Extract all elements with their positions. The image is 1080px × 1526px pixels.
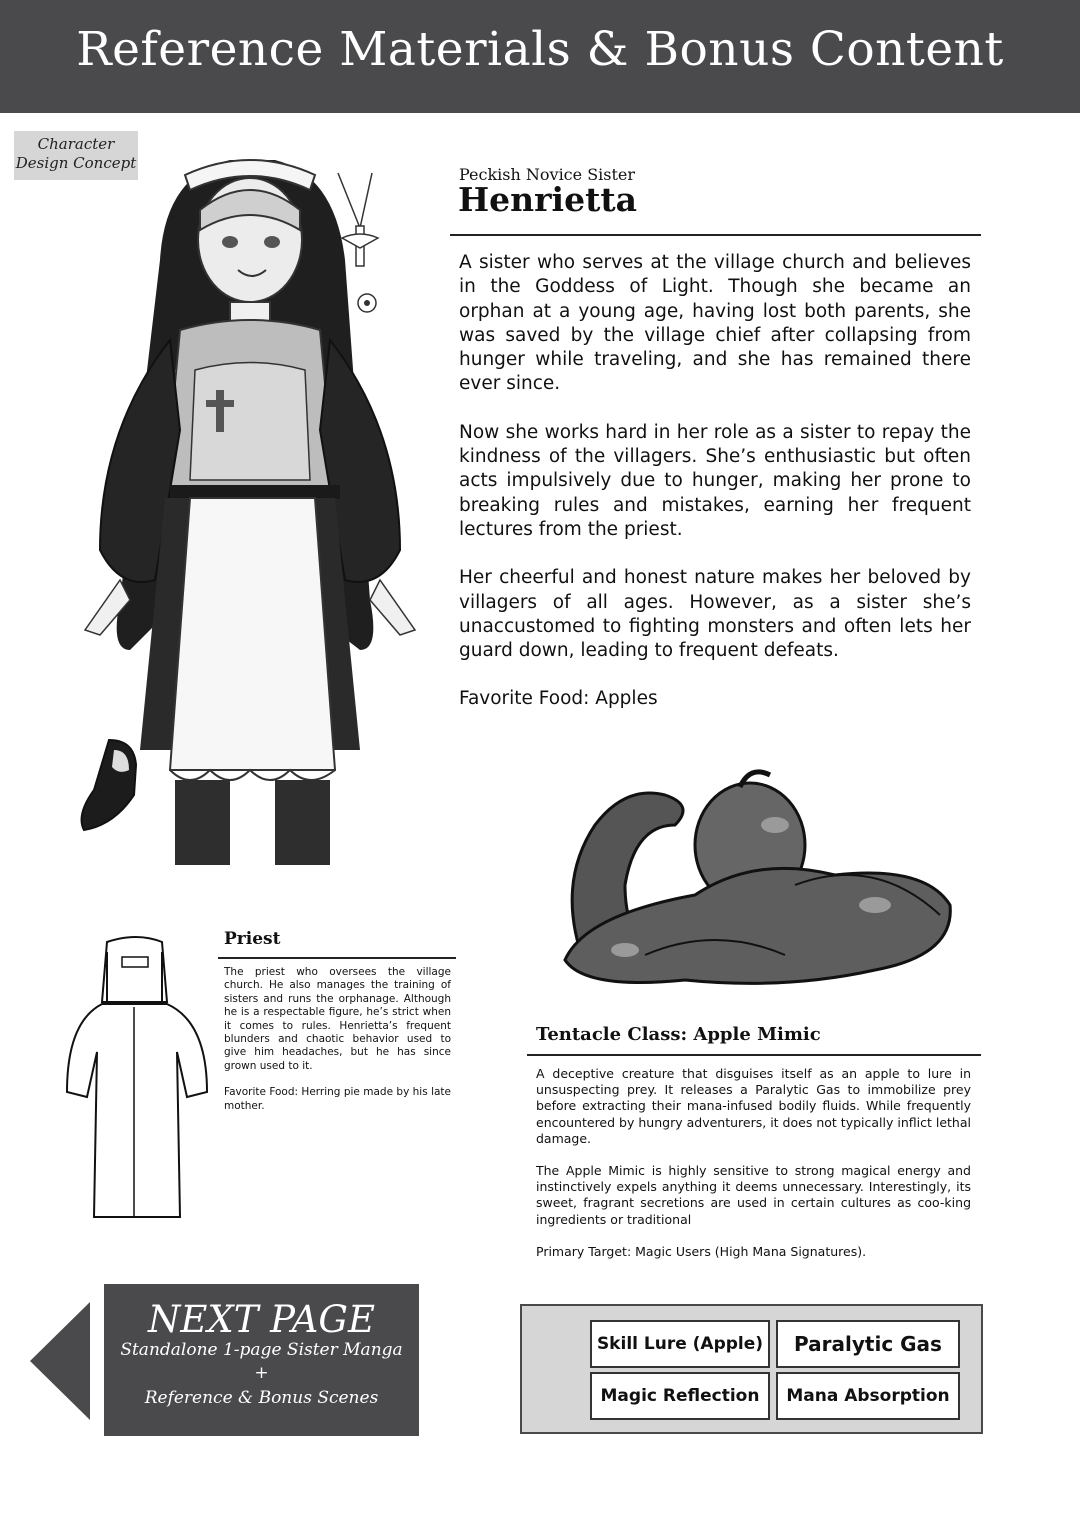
character-name: Henrietta xyxy=(458,180,637,219)
mimic-primary-target: Primary Target: Magic Users (High Mana Signatures). xyxy=(536,1243,867,1259)
mimic-paragraph: A deceptive creature that disguises itself as an apple to lure in unsuspecting prey. It releases a Paralytic Gas to immobilize prey before extracting their mana-infused bodily fluids. While frequently encountered by hungry adventurers, it does not typically inflict lethal damage. xyxy=(536,1066,971,1146)
mimic-paragraph: The Apple Mimic is highly sensitive to strong magical energy and instinctively expels anything it deems unnecessary. Interestingly, its sweet, fragrant secretions are used in certain cultures as coo-king ingredients or traditional xyxy=(536,1163,971,1227)
skill-magic-reflection: Magic Reflection xyxy=(590,1372,770,1420)
character-bio xyxy=(459,251,971,736)
next-page-box[interactable] xyxy=(104,1284,419,1436)
favorite-food: Favorite Food: Apples xyxy=(459,688,658,710)
priest-favorite-food: Favorite Food: Herring pie made by his late mother. xyxy=(224,1086,451,1112)
next-page-plus: + xyxy=(254,1363,269,1383)
concept-tag-line2: Design Concept xyxy=(15,154,137,172)
page-header xyxy=(0,0,1080,113)
pendant-sketch xyxy=(330,168,390,323)
priest-divider xyxy=(218,957,456,959)
left-arrow-icon[interactable] xyxy=(30,1302,92,1420)
skill-lure-apple: Skill Lure (Apple) xyxy=(590,1320,770,1368)
bio-paragraph: A sister who serves at the village church and believes in the Goddess of Light. Though she became an orphan at a young age, having lost both parents, she was saved by the village chief after collapsing from hunger while traveling, and she has remained there ever since. xyxy=(459,252,971,395)
next-page-line2: Reference & Bonus Scenes xyxy=(144,1388,379,1408)
page-title: Reference Materials & Bonus Content xyxy=(76,22,1004,77)
character-subtitle: Peckish Novice Sister xyxy=(459,165,636,184)
skill-paralytic-gas: Paralytic Gas xyxy=(776,1320,960,1368)
next-page-title: NEXT PAGE xyxy=(148,1298,375,1341)
skill-mana-absorption: Mana Absorption xyxy=(776,1372,960,1420)
bio-paragraph: Her cheerful and honest nature makes her beloved by villagers of all ages. However, as a sister she’s unaccustomed to fighting monsters and often lets her guard down, leading to frequent defeats. xyxy=(459,567,971,662)
priest-illustration xyxy=(62,932,217,1222)
next-page-line1: Standalone 1-page Sister Manga xyxy=(120,1340,403,1360)
apple-mimic-illustration xyxy=(545,765,960,995)
bio-paragraph: Now she works hard in her role as a sister to repay the kindness of the villagers. She’s enthusiastic but often acts impulsively due to hunger, making her prone to breaking rules and mistakes, earning her frequent lectures from the priest. xyxy=(459,421,971,540)
character-divider xyxy=(450,234,981,236)
mimic-name: Tentacle Class: Apple Mimic xyxy=(536,1024,821,1045)
skill-panel xyxy=(520,1304,983,1434)
mimic-divider xyxy=(527,1054,981,1056)
shoe-sketch xyxy=(74,735,144,835)
priest-paragraph: The priest who oversees the village church. He also manages the training of sisters and runs the orphanage. Although he is a respectable figure, he’s strict when it comes to rules. Henrietta’s frequent blunders and chaotic behavior used to give him headaches, but he has since grown used to it. xyxy=(224,966,451,1072)
priest-name: Priest xyxy=(224,929,281,949)
priest-description xyxy=(224,966,451,1126)
concept-tag-line1: Character xyxy=(37,135,115,153)
mimic-description xyxy=(536,1066,971,1276)
